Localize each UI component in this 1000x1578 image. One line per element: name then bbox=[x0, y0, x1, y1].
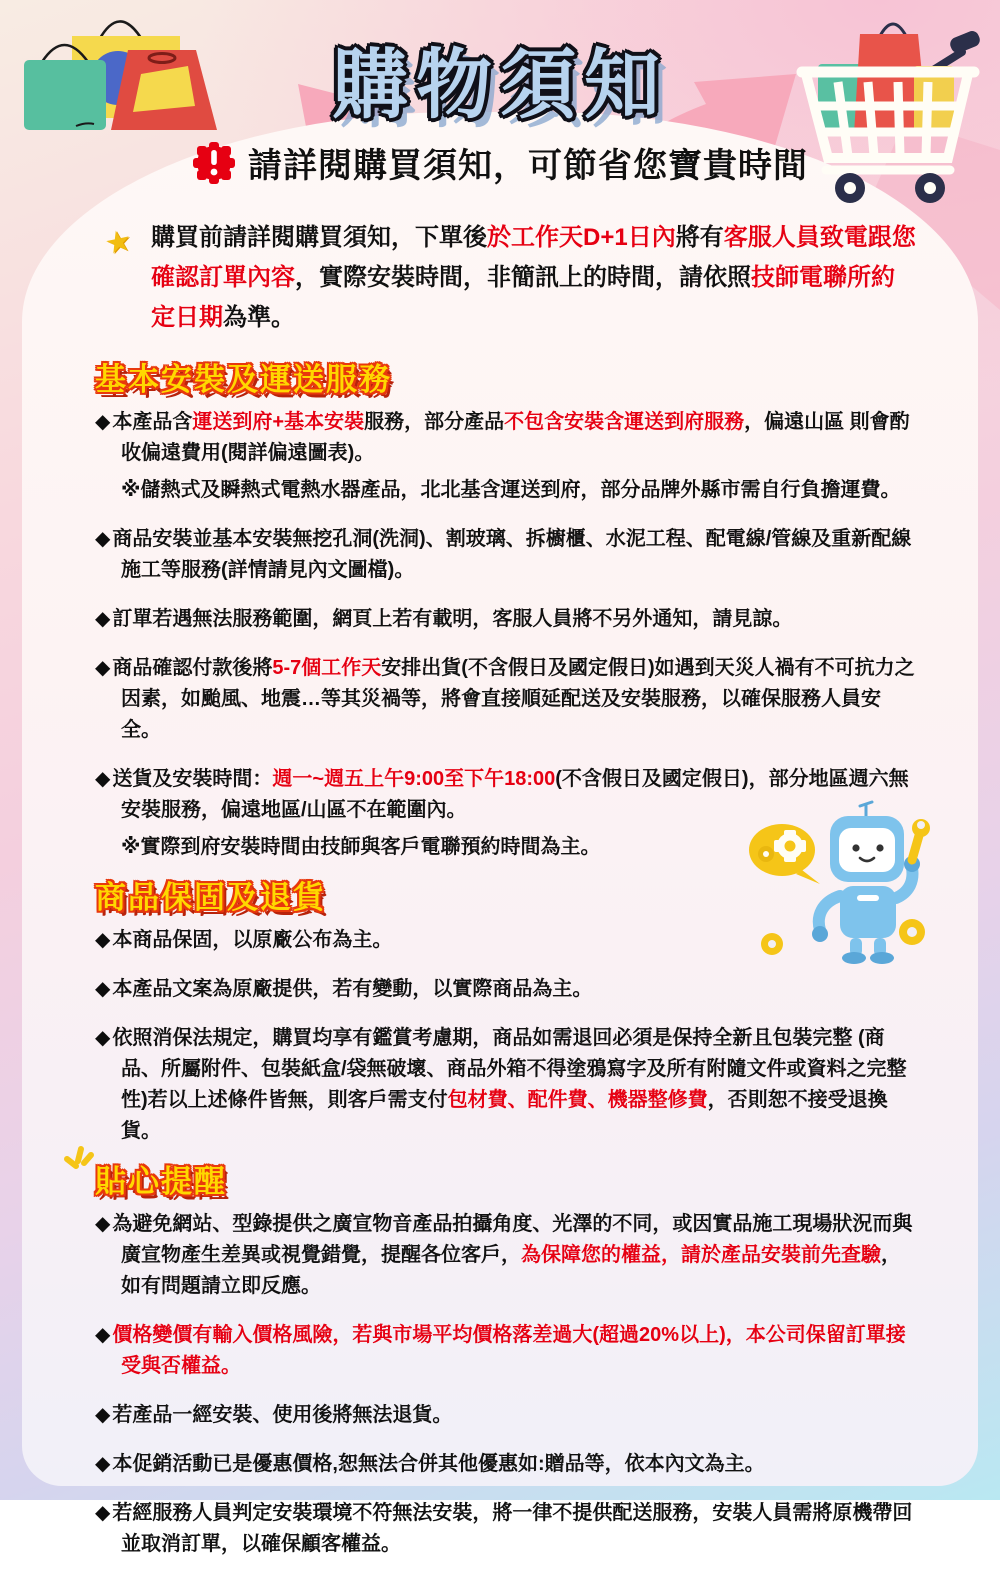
diamond-bullet-icon: ◆ bbox=[95, 1453, 111, 1476]
diamond-bullet-icon: ◆ bbox=[95, 411, 111, 434]
text-segment: 價格變價有輸入價格風險，若與市場平均價格落差過大(超過20%以上)，本公司保留訂單接受與否權益。 bbox=[112, 1324, 906, 1378]
text-segment: 送貨及安裝時間： bbox=[112, 768, 273, 791]
diamond-bullet-icon: ◆ bbox=[95, 1324, 111, 1347]
text-segment: 運送到府+基本安裝 bbox=[192, 411, 365, 434]
text-segment: 將有 bbox=[675, 224, 724, 251]
text-segment: 購買前請詳閱購買須知，下單後 bbox=[151, 224, 487, 251]
text-segment: ，偏遠山區 則會酌收偏遠費用(閱詳偏遠圖表)。 bbox=[121, 411, 910, 465]
text-segment: ，如有問題請立即反應。 bbox=[121, 1244, 901, 1298]
sections bbox=[95, 363, 917, 1560]
diamond-bullet-icon: ◆ bbox=[95, 978, 111, 1001]
diamond-bullet-icon: ◆ bbox=[95, 528, 111, 551]
text-segment: 若經服務人員判定安裝環境不符無法安裝，將一律不提供配送服務，安裝人員需將原機帶回並取消訂單，以確保顧客權益。 bbox=[112, 1502, 913, 1556]
sparkle-icon bbox=[61, 1143, 101, 1183]
text-segment: ，實際安裝時間，非簡訊上的時間，請依照 bbox=[295, 263, 751, 291]
diamond-bullet-icon: ◆ bbox=[95, 657, 111, 680]
text-segment: 訂單若遇無法服務範圍，網頁上若有載明，客服人員將不另外通知，請見諒。 bbox=[112, 608, 793, 631]
text-segment: 為保障您的權益，請於產品安裝前先查驗 bbox=[521, 1244, 881, 1267]
bullet-item bbox=[95, 653, 917, 746]
text-segment: 週一~週五上午9:00至下午18:00 bbox=[272, 768, 556, 791]
intro-text bbox=[151, 224, 916, 331]
notice-content bbox=[95, 218, 917, 1578]
bullet-item bbox=[95, 1209, 917, 1302]
text-segment: 客服人員致電跟您確認訂單內容 bbox=[151, 224, 916, 291]
bullet-item bbox=[95, 925, 917, 956]
diamond-bullet-icon: ◆ bbox=[95, 929, 111, 952]
bullet-item bbox=[95, 1400, 917, 1431]
diamond-bullet-icon: ◆ bbox=[95, 608, 111, 631]
bullet-item bbox=[95, 764, 917, 826]
diamond-bullet-icon: ◆ bbox=[95, 1502, 111, 1525]
text-segment: 本產品含 bbox=[112, 411, 193, 434]
text-segment: 商品安裝並基本安裝無挖孔洞(洗洞)、割玻璃、拆櫥櫃、水泥工程、配電線/管線及重新配線施工等服務(詳情請見內文圖檔)。 bbox=[112, 528, 912, 582]
section-warranty-return bbox=[95, 881, 917, 1147]
text-segment: 本商品保固，以原廠公布為主。 bbox=[112, 929, 393, 952]
bullet-item bbox=[95, 407, 917, 469]
bullet-item bbox=[95, 1498, 917, 1560]
section-title-warranty-return: 商品保固及退貨 bbox=[95, 880, 326, 916]
text-segment: ※實際到府安裝時間由技師與客戶電聯預約時間為主。 bbox=[121, 836, 601, 859]
page-subtitle: 請詳閱購買須知，可節省您寶貴時間 bbox=[248, 147, 808, 185]
bullet-item bbox=[95, 974, 917, 1005]
text-segment: 不包含安裝含運送到府服務 bbox=[504, 411, 745, 434]
text-segment: 服務，部分產品 bbox=[364, 411, 505, 434]
text-segment: 安排出貨(不含假日及國定假日)如遇到天災人禍有不可抗力之因素，如颱風、地震…等其災禍等，將會直接順延配送及安裝服務，以確保服務人員安全。 bbox=[121, 657, 915, 742]
bullet-item bbox=[95, 1320, 917, 1382]
text-segment: ，否則恕不接受退換貨。 bbox=[121, 1089, 888, 1143]
section-reminder bbox=[95, 1165, 917, 1560]
note-item bbox=[95, 832, 917, 863]
bullet-item bbox=[95, 604, 917, 635]
text-segment: ※儲熱式及瞬熱式電熱水器產品，北北基含運送到府，部分品牌外縣市需自行負擔運費。 bbox=[121, 479, 901, 502]
text-segment: 為準。 bbox=[223, 303, 295, 331]
text-segment: 商品確認付款後將 bbox=[112, 657, 273, 680]
text-segment: 技師電聯所約定日期 bbox=[151, 263, 895, 331]
section-title-install-delivery: 基本安裝及運送服務 bbox=[95, 362, 392, 398]
text-segment: 本產品文案為原廠提供，若有變動，以實際商品為主。 bbox=[112, 978, 593, 1001]
alert-seal-icon bbox=[192, 141, 236, 185]
page-title: 購物須知 bbox=[332, 43, 668, 128]
text-segment: 於工作天D+1日內 bbox=[487, 224, 676, 251]
star-icon: ★ bbox=[101, 223, 135, 262]
diamond-bullet-icon: ◆ bbox=[95, 768, 111, 791]
text-segment: 5-7個工作天 bbox=[272, 657, 382, 680]
section-install-delivery bbox=[95, 363, 917, 863]
text-segment: 包材費、配件費、機器整修費 bbox=[447, 1089, 708, 1112]
text-segment: 依照消保法規定，購買均享有鑑賞考慮期，商品如需退回必須是保持全新且包裝完整 (商品、所屬附件、包裝紙盒/袋無破壞、商品外箱不得塗鴉寫字及所有附隨文件或資料之完整性)若以上述條件皆無，則客戶需支付 bbox=[112, 1027, 907, 1112]
text-segment: (不含假日及國定假日)，部分地區週六無安裝服務，偏遠地區/山區不在範圍內。 bbox=[121, 768, 909, 822]
diamond-bullet-icon: ◆ bbox=[95, 1213, 111, 1236]
diamond-bullet-icon: ◆ bbox=[95, 1027, 111, 1050]
bullet-item bbox=[95, 1023, 917, 1147]
subtitle-row bbox=[0, 138, 1000, 187]
note-item bbox=[95, 475, 917, 506]
text-segment: 為避免網站、型錄提供之廣宣物音產品拍攝角度、光澤的不同，或因實品施工現場狀況而與廣宣物產生差異或視覺錯覺，提醒各位客戶， bbox=[112, 1213, 913, 1267]
diamond-bullet-icon: ◆ bbox=[95, 1404, 111, 1427]
intro-paragraph bbox=[95, 218, 917, 337]
text-segment: 若產品一經安裝、使用後將無法退貨。 bbox=[112, 1404, 453, 1427]
bullet-item bbox=[95, 524, 917, 586]
text-segment: 本促銷活動已是優惠價格,恕無法合併其他優惠如:贈品等，依本內文為主。 bbox=[112, 1453, 765, 1476]
bullet-item bbox=[95, 1449, 917, 1480]
section-title-reminder: 貼心提醒 bbox=[95, 1165, 227, 1199]
